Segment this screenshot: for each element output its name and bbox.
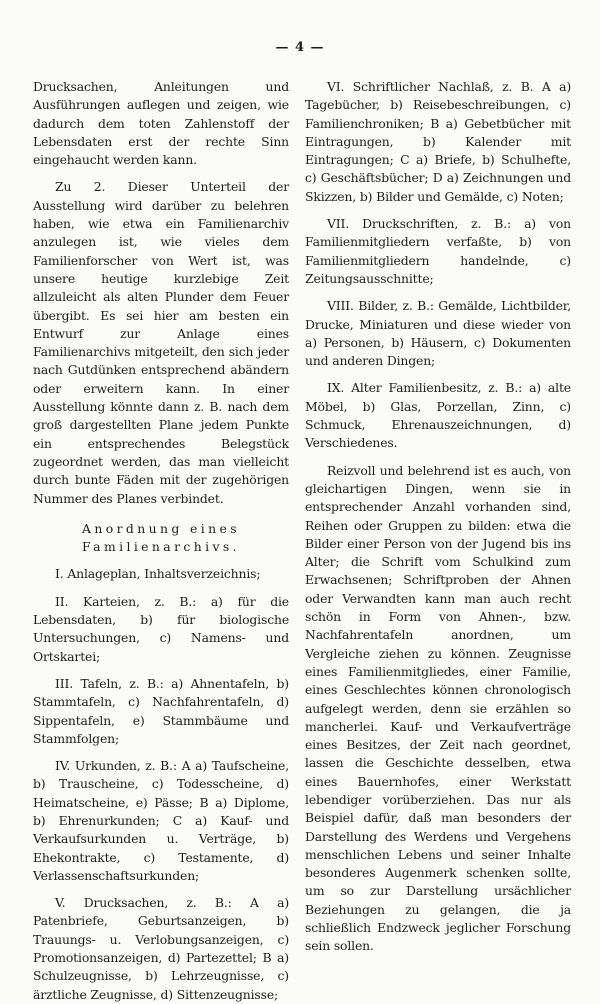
- paragraph-zu-2: Zu 2. Dieser Unterteil der Ausstellung wird darüber zu belehren haben, wie etwa ein Familienarchiv anzulegen ist, wie vieles dem Familienforscher von Wert ist, was unsere heutige kurzlebige Zeit allzuleicht als alten Plunder dem Feuer übergibt. Es sei hier am besten ein Entwurf zur Anlage eines Familienarchivs mitgeteilt, den sich jeder nach Gutdünken entsprechend abändern oder erweitern kann. In einer Ausstellung könnte dann z. B. nach dem groß dargestellten Plane jedem Punkte ein entsprechendes Belegstück zugeordnet werden, das man vielleicht durch bunte Fäden mit der zugehörigen Nummer des Planes verbindet.: [33, 179, 289, 506]
- list-item-vi: VI. Schriftlicher Nachlaß, z. B. A a) Tagebücher, b) Reisebeschreibungen, c) Familienchroniken; B a) Gebetbücher mit Eintragungen, b) Kalender mit Eintragungen; C a) Briefe, b) Schulhefte, c) Geschäftsbücher; D a) Zeichnungen und Skizzen, b) Bilder und Gemälde, c) Noten;: [305, 79, 571, 204]
- left-column: [33, 78, 289, 1004]
- page-number: — 4 —: [275, 40, 325, 55]
- list-item-v: V. Drucksachen, z. B.: A a) Patenbriefe, Geburtsanzeigen, b) Trauungs- u. Verlobungsanzeigen, c) Promotionsanzeigen, d) Partezettel; B a) Schulzeugnisse, b) Lehrzeugnisse, c) ärztliche Zeugnisse, d) Sittenzeugnisse;: [33, 895, 289, 1002]
- list-item-ix: IX. Alter Familienbesitz, z. B.: a) alte Möbel, b) Glas, Porzellan, Zinn, c) Schmuck, Ehrenauszeichnungen, d) Verschiedenes.: [305, 380, 571, 451]
- list-item-iv: IV. Urkunden, z. B.: A a) Taufscheine, b) Trauscheine, c) Todesscheine, d) Heimatscheine, e) Pässe; B a) Diplome, b) Ehrenurkunden; C a) Kauf- und Verkaufsurkunden u. Verträge, b) Ehekontrakte, c) Testamente, d) Verlassenschaftsurkunden;: [33, 758, 289, 883]
- list-item-iii: III. Tafeln, z. B.: a) Ahnentafeln, b) Stammtafeln, c) Nachfahrentafeln, d) Sippentafeln, e) Stammbäume und Stammfolgen;: [33, 675, 289, 746]
- section-heading: Anordnung eines Familienarchivs.: [81, 520, 241, 555]
- list-item-vii: VII. Druckschriften, z. B.: a) von Familienmitgliedern verfaßte, b) von Familienmitgliedern handelnde, c) Zeitungsausschnitte;: [305, 216, 571, 286]
- list-item-viii: VIII. Bilder, z. B.: Gemälde, Lichtbilder, Drucke, Miniaturen und diese wieder von a) Personen, b) Häusern, c) Dokumenten und anderen Dingen;: [305, 298, 571, 369]
- right-column: [305, 78, 571, 956]
- list-item-i: I. Anlageplan, Inhaltsverzeichnis;: [55, 566, 261, 582]
- paragraph-closing: Reizvoll und belehrend ist es auch, von gleichartigen Dingen, wenn sie in entsprechender Anzahl vorhanden sind, Reihen oder Gruppen zu bilden: etwa die Bilder einer Person von der Jugend bis ins Alter; die Schrift vom Schulkind zum Erwachsenen; Schriftproben der Ahnen oder Verwandten kann man auch recht schön in Form von Ahnen-, bzw. Nachfahrentafeln anordnen, um Vergleiche ziehen zu können. Zeugnisse eines Familienmitgliedes, einer Familie, eines Geschlechtes können chronologisch aufgelegt werden, denn sie erzählen so mancherlei. Kauf- und Verkaufverträge eines Besitzes, der Zeit nach geordnet, lassen die Geschichte desselben, etwa eines Bauernhofes, einer Werkstatt lebendiger vorüberziehen. Das nur als Beispiel dafür, daß man besonders der Darstellung des Werdens und Vergehens menschlichen Lebens und seiner Inhalte besonderes Augenmerk schenken sollte, um so zur Darstellung ursächlicher Beziehungen zu gelangen, die ja schließlich Endzweck jeglicher Forschung sein sollen.: [305, 462, 571, 954]
- list-item-ii: II. Karteien, z. B.: a) für die Lebensdaten, b) für biologische Untersuchungen, c) Namens- und Ortskartei;: [33, 593, 289, 664]
- paragraph-continuation: Drucksachen, Anleitungen und Ausführungen auflegen und zeigen, wie dadurch dem toten Zahlenstoff der Lebensdaten erst der rechte Sinn eingehaucht werden kann.: [33, 79, 289, 168]
